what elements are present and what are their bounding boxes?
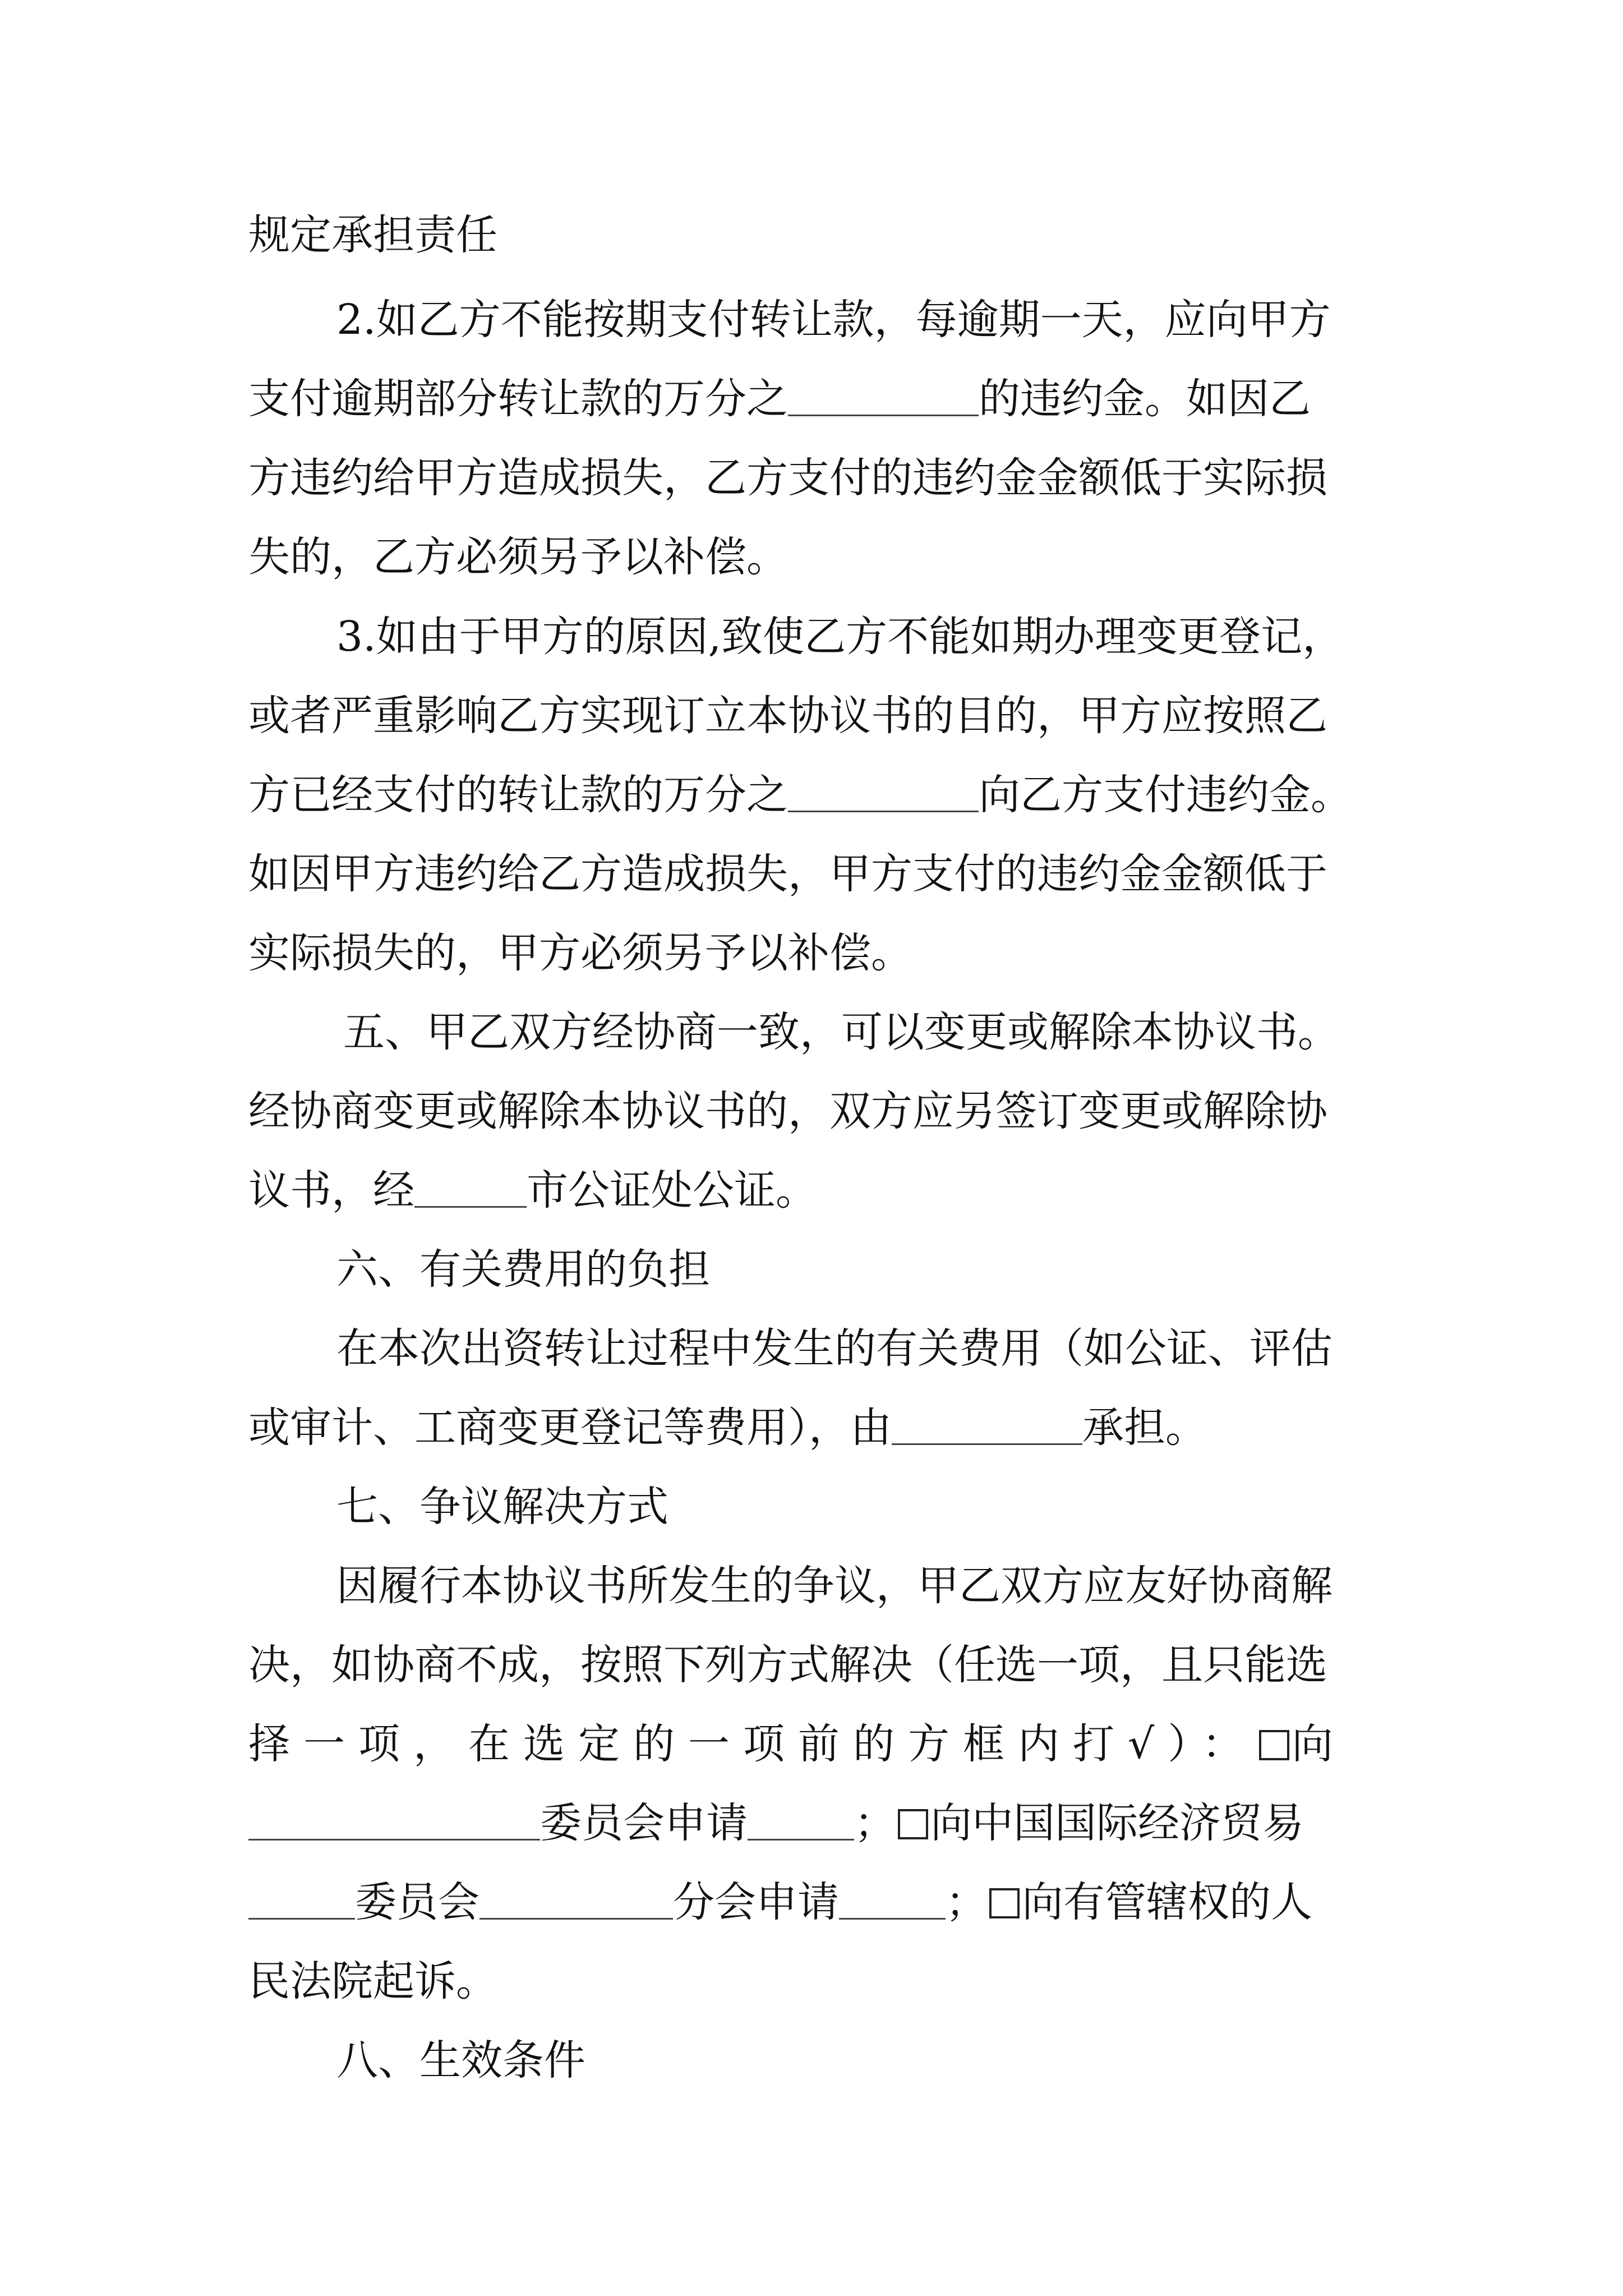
text-line (248, 846, 1387, 902)
line-text: 3.如由于甲方的原因,致使乙方不能如期办理变更登记， (336, 613, 1344, 661)
section-6-heading (336, 1241, 1387, 1297)
text-line (336, 1558, 1387, 1614)
text-line (248, 1083, 1387, 1139)
line-text: 向乙方支付违约金。 (979, 771, 1352, 819)
line-text: 择一项，在选定的一项前的方框内打√）： (248, 1720, 1257, 1768)
fill-blank-penalty-rate[interactable] (788, 381, 979, 416)
line-text: ； (854, 1799, 896, 1847)
text-line (248, 1637, 1387, 1693)
text-line (336, 1320, 1387, 1377)
line-text: ； (946, 1878, 987, 1926)
fill-blank-committee-name[interactable] (248, 1805, 540, 1841)
line-text: 委员会 (355, 1878, 479, 1926)
line-text: 2.如乙方不能按期支付转让款，每逾期一天，应向甲方 (336, 296, 1331, 344)
line-text: 民法院起诉。 (248, 1957, 497, 2005)
line-text: 向 (1292, 1720, 1334, 1768)
line-text: 失的，乙方必须另予以补偿。 (248, 533, 788, 581)
line-text: 决，如协商不成，按照下列方式解决（任选一项，且只能选 (248, 1641, 1327, 1689)
line-text: 八、生效条件 (336, 2036, 585, 2085)
fill-blank-sub-commission[interactable] (479, 1884, 673, 1920)
fill-blank-application[interactable] (748, 1805, 854, 1841)
line-text: 向中国国际经济贸易 (930, 1799, 1304, 1847)
text-line (248, 1953, 1387, 2009)
clause-4-3-start (336, 609, 1387, 665)
line-text: 分会申请 (673, 1878, 839, 1926)
line-text: 委员会申请 (540, 1799, 748, 1847)
text-line (248, 925, 1387, 981)
text-line (248, 207, 1387, 263)
text-line (248, 688, 1387, 744)
text-line (248, 767, 1387, 823)
line-text: 支付逾期部分转让款的万分之 (248, 375, 788, 423)
line-text: 五、甲乙双方经协商一致，可以变更或解除本协议书。 (343, 1008, 1339, 1056)
fill-blank-city[interactable] (414, 1172, 527, 1208)
line-text: 经协商变更或解除本协议书的，双方应另签订变更或解除协 (248, 1087, 1327, 1135)
line-text: 议书，经 (248, 1166, 414, 1214)
line-text: 或审计、工商变更登记等费用），由 (248, 1404, 892, 1452)
text-line (248, 1716, 1387, 1772)
line-text: 或者严重影响乙方实现订立本协议书的目的，甲方应按照乙 (248, 692, 1327, 740)
line-text: 六、有关费用的负担 (336, 1245, 710, 1294)
checkbox-court[interactable] (989, 1888, 1020, 1918)
text-line (248, 1162, 1387, 1218)
line-text: 因履行本协议书所发生的争议，甲乙双方应友好协商解 (336, 1562, 1332, 1610)
text-line (248, 450, 1387, 506)
fill-blank-application[interactable] (839, 1884, 946, 1920)
line-text: 方违约给甲方造成损失，乙方支付的违约金金额低于实际损 (248, 454, 1327, 502)
text-line (248, 371, 1387, 427)
line-text: 市公证处公证。 (527, 1166, 817, 1214)
line-text: 方已经支付的转让款的万分之 (248, 771, 788, 819)
line-text: 在本次出资转让过程中发生的有关费用（如公证、评估 (336, 1324, 1332, 1373)
text-line (248, 1874, 1387, 1930)
line-text: 的违约金。如因乙 (979, 375, 1311, 423)
line-text: 承担。 (1082, 1404, 1207, 1452)
text-line (248, 1400, 1387, 1456)
line-text: 实际损失的，甲方必须另予以补偿。 (248, 929, 912, 977)
line-text: 七、争议解决方式 (336, 1483, 668, 1531)
section-5-heading (343, 1004, 1387, 1060)
line-text: 如因甲方违约给乙方造成损失，甲方支付的违约金金额低于 (248, 850, 1327, 898)
checkbox-cietac[interactable] (898, 1809, 928, 1839)
section-7-heading (336, 1479, 1387, 1535)
fill-blank-fee-party[interactable] (892, 1410, 1082, 1445)
clause-4-2-start (336, 292, 1387, 348)
fill-blank-penalty-rate[interactable] (788, 777, 979, 812)
line-text: 向有管辖权的人 (1022, 1878, 1312, 1926)
line-text: 规定承担责任 (248, 211, 497, 259)
checkbox-arbitration-committee[interactable] (1259, 1730, 1289, 1760)
section-8-heading (336, 2032, 1387, 2088)
fill-blank-committee-type[interactable] (248, 1884, 355, 1920)
text-line (248, 1795, 1387, 1851)
text-line (248, 529, 1387, 585)
